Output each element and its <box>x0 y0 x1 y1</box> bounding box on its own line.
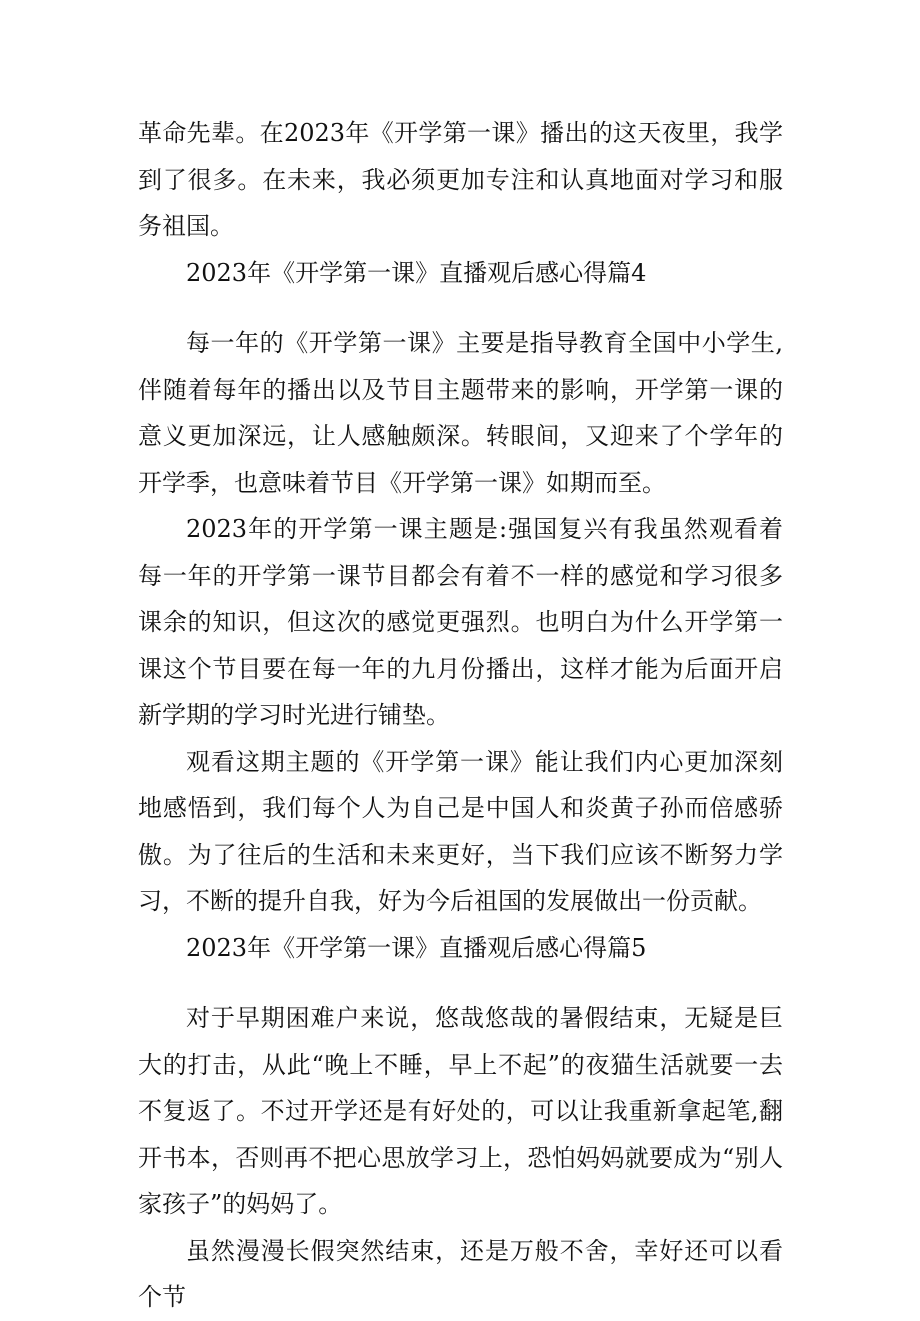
document-page <box>138 110 783 1321</box>
paragraph: 2023年的开学第一课主题是:强国复兴有我虽然观看着每一年的开学第一课节目都会有着不一样的感觉和学习很多课余的知识，但这次的感觉更强烈。也明白为什么开学第一课这个节目要在每一年的九月份播出，这样才能为后面开启新学期的学习时光进行铺垫。 <box>138 515 783 729</box>
paragraph: 对于早期困难户来说，悠哉悠哉的暑假结束，无疑是巨大的打击，从此“晚上不睡，早上不起”的夜猫生活就要一去不复返了。不过开学还是有好处的，可以让我重新拿起笔,翻开书本，否则再不把心思放学习上，恐怕妈妈就要成为“别人家孩子”的妈妈了。 <box>138 1004 783 1218</box>
paragraph: 虽然漫漫长假突然结束，还是万般不舍，幸好还可以看个节 <box>138 1236 783 1311</box>
paragraph: 每一年的《开学第一课》主要是指导教育全国中小学生,伴随着每年的播出以及节目主题带来的影响，开学第一课的意义更加深远，让人感触颇深。转眼间，又迎来了个学年的开学季，也意味着节目《开学第一课》如期而至。 <box>138 329 783 497</box>
paragraph-continuation: 革命先辈。在2023年《开学第一课》播出的这天夜里，我学到了很多。在未来，我必须更加专注和认真地面对学习和服务祖国。 <box>138 119 783 240</box>
section-heading-5: 2023年《开学第一课》直播观后感心得篇5 <box>186 933 647 962</box>
paragraph: 观看这期主题的《开学第一课》能让我们内心更加深刻地感悟到，我们每个人为自己是中国人和炎黄子孙而倍感骄傲。为了往后的生活和未来更好，当下我们应该不断努力学习，不断的提升自我，好为今后祖国的发展做出一份贡献。 <box>138 747 783 915</box>
section-heading-4: 2023年《开学第一课》直播观后感心得篇4 <box>186 258 647 287</box>
